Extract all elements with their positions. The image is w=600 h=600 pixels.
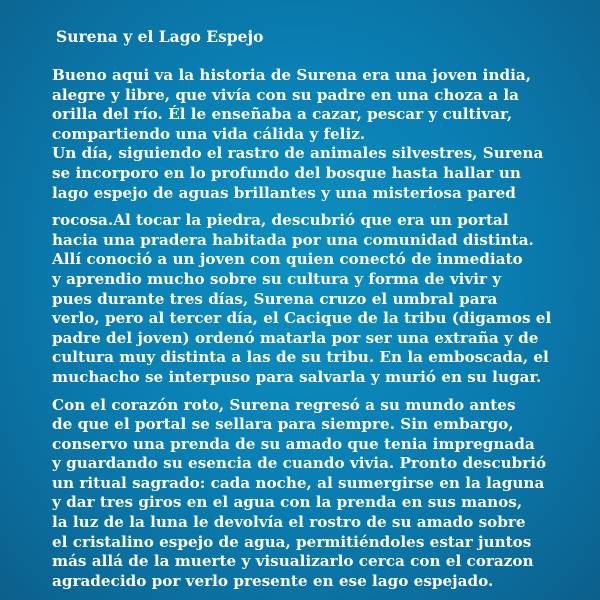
text-line: cultura muy distinta a las de su tribu. En la emboscada, el	[52, 348, 549, 367]
text-line: compartiendo una vida cálida y feliz.	[52, 124, 366, 143]
paragraph-2	[52, 211, 592, 387]
text-line: Con el corazón roto, Surena regresó a su mundo antes	[52, 395, 516, 414]
text-line: padre del joven) ordenó matarla por ser una extraña y de	[52, 328, 539, 347]
text-line: orilla del río. Él le enseñaba a cazar, pescar y cultivar,	[52, 105, 513, 124]
text-line: y dar tres giros en el agua con la prenda en sus manos,	[52, 493, 523, 512]
text-line: Allí conoció a un joven con quien conectó de inmediato	[52, 250, 523, 269]
text-line: rocosa.Al tocar la piedra, descubrió que era un portal	[52, 211, 509, 230]
text-line: la luz de la luna le devolvía el rostro de su amado sobre	[52, 513, 526, 532]
text-line: un ritual sagrado: cada noche, al sumergirse en la laguna	[52, 473, 545, 492]
text-line: conservo una prenda de su amado que tenia impregnada	[52, 434, 535, 453]
text-line: y guardando su esencia de cuando vivia. Pronto descubrió	[52, 454, 547, 473]
text-line: Bueno aqui va la historia de Surena era una joven india,	[52, 66, 532, 84]
text-line: muchacho se interpuso para salvarla y murió en su lugar.	[52, 367, 542, 386]
story-body	[52, 66, 592, 591]
text-line: Un día, siguiendo el rastro de animales silvestres, Surena	[52, 144, 544, 163]
text-line: agradecido por verlo presente en ese lago espejado.	[52, 571, 494, 590]
text-line: pues durante tres días, Surena cruzo el umbral para	[52, 289, 498, 308]
story-title: Surena y el Lago Espejo	[56, 27, 264, 46]
text-line: el cristalino espejo de agua, permitiéndoles estar juntos	[52, 532, 532, 551]
text-line: más allá de la muerte y visualizarlo cerca con el corazon	[52, 552, 534, 571]
text-line: y aprendio mucho sobre su cultura y forma de vivir y	[52, 269, 502, 288]
text-line: lago espejo de aguas brillantes y una misteriosa pared	[52, 183, 516, 202]
text-line: de que el portal se sellara para siempre. Sin embargo,	[52, 415, 514, 434]
paragraph-1	[52, 66, 592, 203]
text-line: alegre y libre, que vivía con su padre en una choza a la	[52, 85, 520, 104]
text-line: se incorporo en lo profundo del bosque hasta hallar un	[52, 163, 521, 182]
paragraph-3	[52, 396, 592, 592]
text-line: hacia una pradera habitada por una comunidad distinta.	[52, 230, 534, 249]
text-line: verlo, pero al tercer día, el Cacique de la tribu (digamos el	[52, 309, 552, 328]
